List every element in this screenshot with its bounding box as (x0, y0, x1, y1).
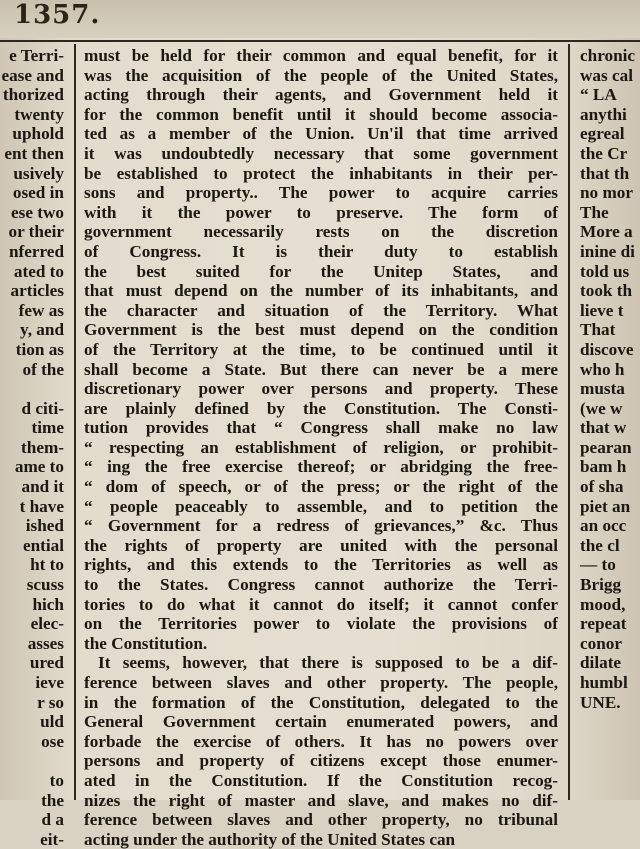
text-line: uphold (12, 124, 64, 144)
text-line: persons and property of citizens except those enumer- (84, 751, 558, 771)
text-line: the (41, 790, 64, 810)
text-line: y, and (20, 320, 64, 340)
text-line: shall become a State. But there can never be a mere (84, 359, 558, 379)
text-line: ht to (30, 555, 64, 575)
text-line: ference between slaves and other property, no tribunal (84, 810, 558, 830)
text-line: who h (580, 359, 625, 379)
text-line: that must depend on the number of its inhabitants, and (84, 281, 558, 301)
text-line: of the (22, 359, 64, 379)
text-line: More a (580, 222, 633, 242)
text-line: Brigg (580, 575, 622, 595)
text-line: must be held for their common and equal benefit, for it (84, 46, 558, 65)
text-line: “ people peaceably to assemble, and to petition the (84, 496, 558, 516)
text-line: uld (40, 712, 64, 732)
text-line: eit- (40, 829, 64, 849)
text-line: are plainly defined by the Constitution. The Consti- (84, 398, 558, 418)
text-line: was the acquisition of the people of the United States, (84, 65, 558, 85)
header-year: 1357. (14, 0, 101, 30)
text-line: to (49, 770, 64, 790)
text-line: articles (10, 281, 64, 301)
text-line: discretionary power over persons and property. These (84, 379, 558, 399)
text-line: the rights of property are united with the personal (84, 535, 558, 555)
main-article-column (84, 46, 558, 849)
text-line: nferred (8, 241, 64, 261)
text-line: lieve t (580, 300, 624, 320)
text-line: acting through their agents, and Government held it (84, 85, 558, 105)
text-line: ame to (14, 457, 64, 477)
text-line: ease and (1, 65, 64, 85)
text-line: mood, (580, 594, 626, 614)
page-header-band (0, 0, 640, 38)
text-line: ese two (11, 202, 64, 222)
text-line: rights, and this extends to the Territories as well as (84, 555, 558, 575)
text-line: of sha (580, 477, 624, 497)
text-line: them- (21, 437, 64, 457)
text-line: told us (580, 261, 630, 281)
column-rule-left (74, 44, 76, 800)
text-line: ference between slaves and other property. The people, (84, 673, 558, 692)
text-line: an occ (580, 516, 627, 536)
text-line: r so (37, 692, 64, 712)
text-line: tion as (15, 339, 64, 359)
text-line: osed in (12, 183, 64, 203)
text-line: “ respecting an establishment of religion, or prohibit- (84, 437, 558, 457)
text-line: anythi (580, 104, 627, 124)
text-line: “ Government for a redress of grievances,” &c. Thus (84, 516, 558, 536)
text-line: the Constitution. (84, 633, 208, 653)
text-line: that w (580, 418, 627, 438)
text-line: forbade the exercise of others. It has no powers over (84, 731, 558, 751)
text-line: or their (8, 222, 64, 242)
text-line: ated to (13, 261, 64, 281)
left-column (0, 46, 66, 849)
text-line: be established to protect the inhabitants in their per- (84, 163, 558, 183)
text-line: acting under the authority of the United States can (84, 829, 456, 849)
text-line: dilate (580, 653, 622, 673)
text-line: of Congress. It is their duty to establish (84, 241, 558, 261)
text-line: few as (18, 300, 64, 320)
column-rule-right (568, 44, 570, 800)
text-line: e Terri- (9, 46, 64, 65)
text-line: the character and situation of the Territory. What (84, 300, 558, 320)
text-line: sons and property.. The power to acquire carries (84, 183, 558, 203)
text-line: bam h (580, 457, 627, 477)
text-line: ent then (4, 143, 64, 163)
text-line: That (580, 320, 616, 340)
text-line: of the Territory at the time, to be continued until it (84, 339, 558, 359)
text-line: t have (19, 496, 64, 516)
text-line: “ ing the free exercise thereof; or abridging the free- (84, 457, 558, 477)
text-line: no mor (580, 183, 633, 203)
text-line: ieve (35, 673, 64, 692)
text-line: government necessarily rests on the discretion (84, 222, 558, 242)
text-line: ished (25, 516, 64, 536)
text-line: “ LA (580, 85, 617, 105)
text-line: (we w (580, 398, 623, 418)
text-line: conor (580, 633, 623, 653)
text-line: and it (21, 477, 64, 497)
text-line: tution provides that “ Congress shall make no law (84, 418, 558, 438)
text-line: asses (27, 633, 64, 653)
text-line: twenty (14, 104, 64, 124)
text-line: for the common benefit until it should become associa- (84, 104, 558, 124)
text-line: UNE. (580, 692, 621, 712)
text-line: ted as a member of the Union. Un'il that time arrived (84, 124, 558, 144)
text-line: musta (580, 379, 625, 399)
text-line: took th (580, 281, 633, 301)
header-rule (0, 40, 640, 42)
right-column (580, 46, 640, 712)
text-line (0, 751, 66, 771)
text-line: ose (41, 731, 64, 751)
text-line: “ dom of speech, or of the press; or the right of the (84, 477, 558, 497)
text-line (0, 379, 66, 399)
text-line: piet an (580, 496, 631, 516)
text-line: nizes the right of master and slave, and makes no dif- (84, 790, 558, 810)
text-line: hich (32, 594, 64, 614)
text-line: with it the power to preserve. The form of (84, 202, 558, 222)
text-line: pearan (580, 437, 632, 457)
text-line: it was undoubtedly necessary that some government (84, 143, 558, 163)
text-line: — to (580, 555, 616, 575)
text-line: It seems, however, that there is supposed to be a dif- (98, 653, 558, 673)
text-line: ated in the Constitution. If the Constitution recog- (84, 770, 558, 790)
text-line: thorized (2, 85, 64, 105)
text-line: elec- (30, 614, 64, 634)
text-line: usively (13, 163, 64, 183)
text-line: that th (580, 163, 630, 183)
text-line: to the States. Congress cannot authorize the Terri- (84, 575, 558, 595)
text-line: scuss (26, 575, 64, 595)
text-line: The (580, 202, 609, 222)
text-line: the cl (580, 535, 620, 555)
text-line: egreal (580, 124, 625, 144)
text-line: inine di (580, 241, 635, 261)
text-line: was cal (580, 65, 633, 85)
text-line: ential (22, 535, 64, 555)
text-line: ured (29, 653, 64, 673)
text-line: tories to do what it cannot do itself; it cannot confer (84, 594, 558, 614)
text-line: chronic (580, 46, 636, 65)
text-line: in the formation of the Constitution, delegated to the (84, 692, 558, 712)
text-line: Government is the best must depend on the condition (84, 320, 558, 340)
text-line: discove (580, 339, 634, 359)
text-line: time (31, 418, 64, 438)
text-line: d citi- (21, 398, 64, 418)
text-line: the best suited for the Unitep States, and (84, 261, 558, 281)
text-line: General Government certain enumerated powers, and (84, 712, 558, 732)
text-line: repeat (580, 614, 627, 634)
text-line: the Cr (580, 143, 628, 163)
text-line: d a (41, 810, 64, 830)
text-line: on the Territories power to violate the provisions of (84, 614, 558, 634)
text-line: humbl (580, 673, 628, 692)
